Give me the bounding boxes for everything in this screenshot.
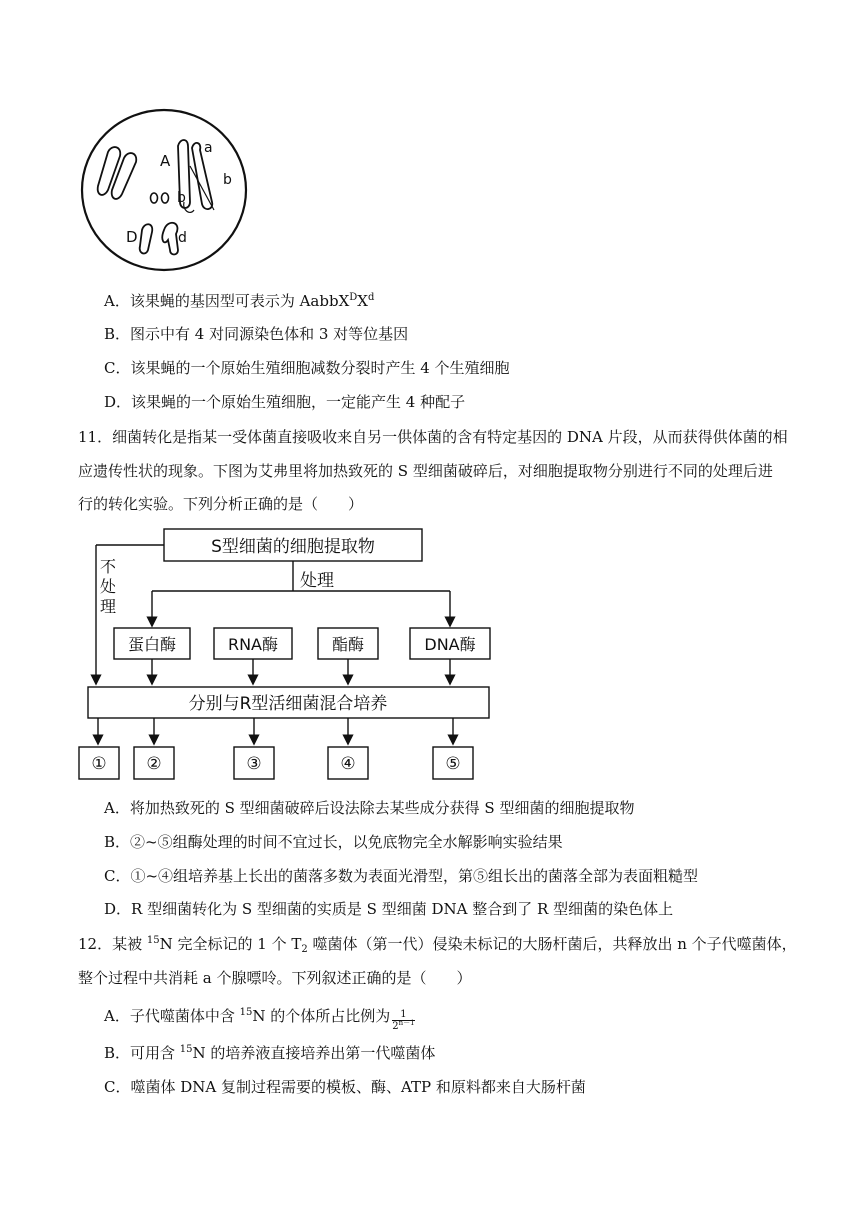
flowchart-no-treat-2: 处 [100,577,117,596]
q11-option-a: A．将加热致死的 S 型细菌破碎后设法除去某些成分获得 S 型细菌的细胞提取物 [104,799,635,817]
flowchart-no-treat-3: 理 [100,597,117,616]
q11-stem-line-1: 11．细菌转化是指某一受体菌直接吸收来自另一供体菌的含有特定基因的 DNA 片段，从而获得供体菌的相 [78,428,788,446]
chromosome-left-2 [112,153,137,199]
q12-option-c: C．噬菌体 DNA 复制过程需要的模板、酶、ATP 和原料都来自大肠杆菌 [104,1078,586,1096]
q11-option-b: B．②~⑤组酶处理的时间不宜过长，以免底物完全水解影响实验结果 [104,833,563,851]
enzyme-label-dnase: DNA酶 [424,635,476,654]
enzyme-label-protease: 蛋白酶 [127,635,177,654]
flowchart-mix-label: 分别与R型活细菌混合培养 [188,694,388,714]
result-label-3: ③ [246,754,262,774]
flowchart-top-label: S型细菌的细胞提取物 [211,537,375,557]
chromosome-dot-1 [151,193,158,203]
q12-stem-line-2: 整个过程中共消耗 a 个腺嘌呤。下列叙述正确的是（ ） [78,969,472,987]
q12-option-b: B．可用含 $^{15}$N 的培养液直接培养出第一代噬菌体 [104,1044,436,1062]
gene-label-b-right: b [223,172,232,188]
q10-option-c: C．该果蝇的一个原始生殖细胞减数分裂时产生 4 个生殖细胞 [104,359,510,377]
cell-figure [78,106,258,276]
q10-option-a: A．该果蝇的基因型可表示为 $AabbX^DX^d$ [104,292,375,310]
q11-stem-line-3: 行的转化实验。下列分析正确的是（ ） [78,495,364,513]
cell-membrane [82,110,246,270]
q11-option-c: C．①~④组培养基上长出的菌落多数为表面光滑型，第⑤组长出的菌落全部为表面粗糙型 [104,867,699,885]
gene-label-a: a [204,140,213,156]
chromosome-left-1 [98,147,121,195]
q11-flowchart [76,526,496,784]
chromosome-x [140,224,153,253]
gene-label-d: d [178,230,187,246]
q11-stem-line-2: 应遗传性状的现象。下图为艾弗里将加热致死的 S 型细菌破碎后，对细胞提取物分别进行不同的处理后进 [78,462,773,480]
gene-label-b-left: b [177,190,186,206]
fraction: $\frac{1}{2^{n-1}}$ [392,1009,415,1032]
q10-option-d: D．该果蝇的一个原始生殖细胞，一定能产生 4 种配子 [104,393,466,411]
result-label-5: ⑤ [445,754,461,774]
enzyme-label-rnase: RNA酶 [227,635,279,654]
gene-label-A: A [160,152,171,170]
enzyme-label-esterase: 酯酶 [331,635,365,654]
result-label-2: ② [146,754,162,774]
result-label-1: ① [91,754,107,774]
chromosome-dot-2 [162,193,169,203]
flowchart-treat-label: 处理 [300,571,334,591]
q12-stem-line-1: 12．某被 $^{15}$N 完全标记的 1 个 $T_2$ 噬菌体（第一代）侵染未标记的大肠杆菌后，共释放出 n 个子代噬菌体， [78,935,797,955]
result-label-4: ④ [340,754,356,774]
q12-option-a: A．子代噬菌体中含 $^{15}$N 的个体所占比例为 $\frac{1}{2^{n-1}}$ [104,1007,415,1032]
flowchart-no-treat-1: 不 [100,557,117,576]
q11-option-d: D．R 型细菌转化为 S 型细菌的实质是 S 型细菌 DNA 整合到了 R 型细菌的染色体上 [104,900,674,918]
chromosome-y [162,223,178,255]
q10-option-b: B．图示中有 4 对同源染色体和 3 对等位基因 [104,325,409,343]
gene-label-D: D [126,228,138,246]
